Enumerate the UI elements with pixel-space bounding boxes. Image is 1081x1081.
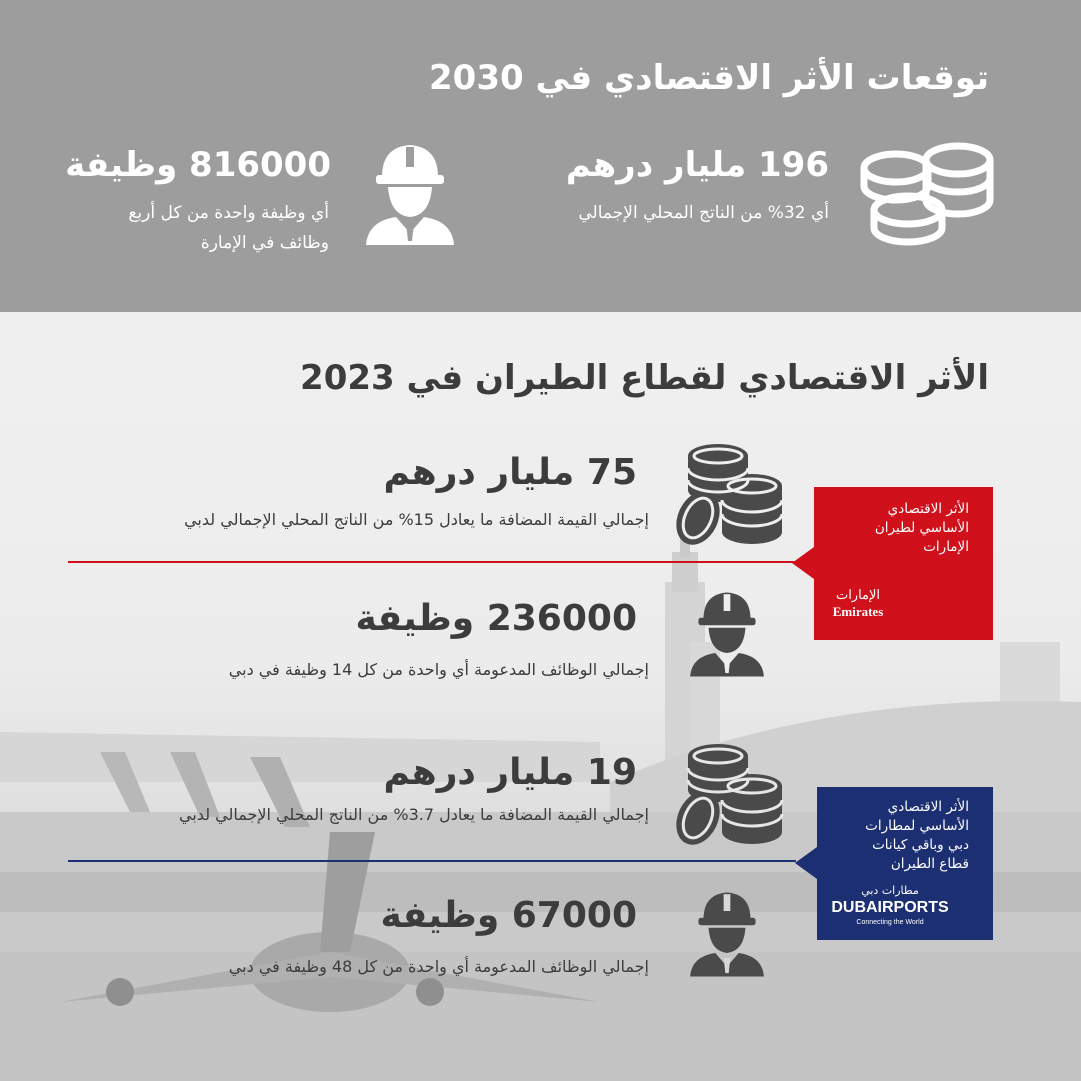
forecast-title: توقعات الأثر الاقتصادي في 2030 <box>429 58 989 98</box>
emirates-panel-line-1: الأثر الاقتصادي <box>887 501 969 517</box>
emirates-panel-line-2: الأساسي لطيران <box>874 520 969 536</box>
forecast-jobs-note-2: وظائف في الإمارة <box>200 233 329 253</box>
airports-logo-tagline: Connecting the World <box>856 919 924 926</box>
airports-jobs-note: إجمالي الوظائف المدعومة أي واحدة من كل 48 وظيفة في دبي <box>228 957 649 976</box>
emirates-jobs-note: إجمالي الوظائف المدعومة أي واحدة من كل 14 وظيفة في دبي <box>228 660 649 679</box>
emirates-divider <box>68 561 796 563</box>
airports-logo-arabic: مطارات دبي <box>861 884 919 897</box>
worker-helmet-icon <box>360 137 460 247</box>
airports-gdp-value: 19 مليار درهم <box>383 752 637 793</box>
airports-divider <box>68 860 796 862</box>
airports-panel <box>865 798 969 874</box>
worker-helmet-icon <box>685 882 769 982</box>
worker-helmet-icon <box>685 582 769 682</box>
coins-icon <box>666 738 786 850</box>
airports-panel-line-1: الأثر الاقتصادي <box>887 799 969 815</box>
emirates-gdp-value: 75 مليار درهم <box>383 452 637 493</box>
dubai-airports-logo <box>826 884 954 928</box>
aviation-impact-title: الأثر الاقتصادي لقطاع الطيران في 2023 <box>300 358 989 398</box>
emirates-logo-script: الإمارات <box>835 588 881 603</box>
forecast-gdp-note: أي 32% من الناتج المحلي الإجمالي <box>578 203 829 223</box>
airports-jobs-value: 67000 وظيفة <box>380 895 637 936</box>
forecast-jobs-value: 816000 وظيفة <box>65 145 331 185</box>
emirates-logo <box>818 588 898 620</box>
emirates-logo-text: Emirates <box>832 604 884 619</box>
airports-logo-text: DUBAIRPORTS <box>831 899 949 916</box>
coins-stack-icon <box>856 138 998 248</box>
emirates-gdp-note: إجمالي القيمة المضافة ما يعادل 15% من الناتج المحلي الإجمالي لدبي <box>184 510 649 529</box>
forecast-jobs-note-1: أي وظيفة واحدة من كل أربع <box>128 203 329 223</box>
emirates-jobs-value: 236000 وظيفة <box>355 598 637 639</box>
airports-panel-line-2: الأساسي لمطارات <box>865 818 969 834</box>
airports-gdp-note: إجمالي القيمة المضافة ما يعادل 3.7% من الناتج المحلي الإجمالي لدبي <box>179 805 649 824</box>
forecast-gdp-value: 196 مليار درهم <box>565 145 829 185</box>
airports-panel-line-3: دبي وباقي كيانات <box>872 837 969 853</box>
emirates-panel-line-3: الإمارات <box>923 539 969 555</box>
coins-icon <box>666 438 786 550</box>
emirates-panel <box>875 500 969 557</box>
airports-panel-line-4: قطاع الطيران <box>890 856 969 872</box>
